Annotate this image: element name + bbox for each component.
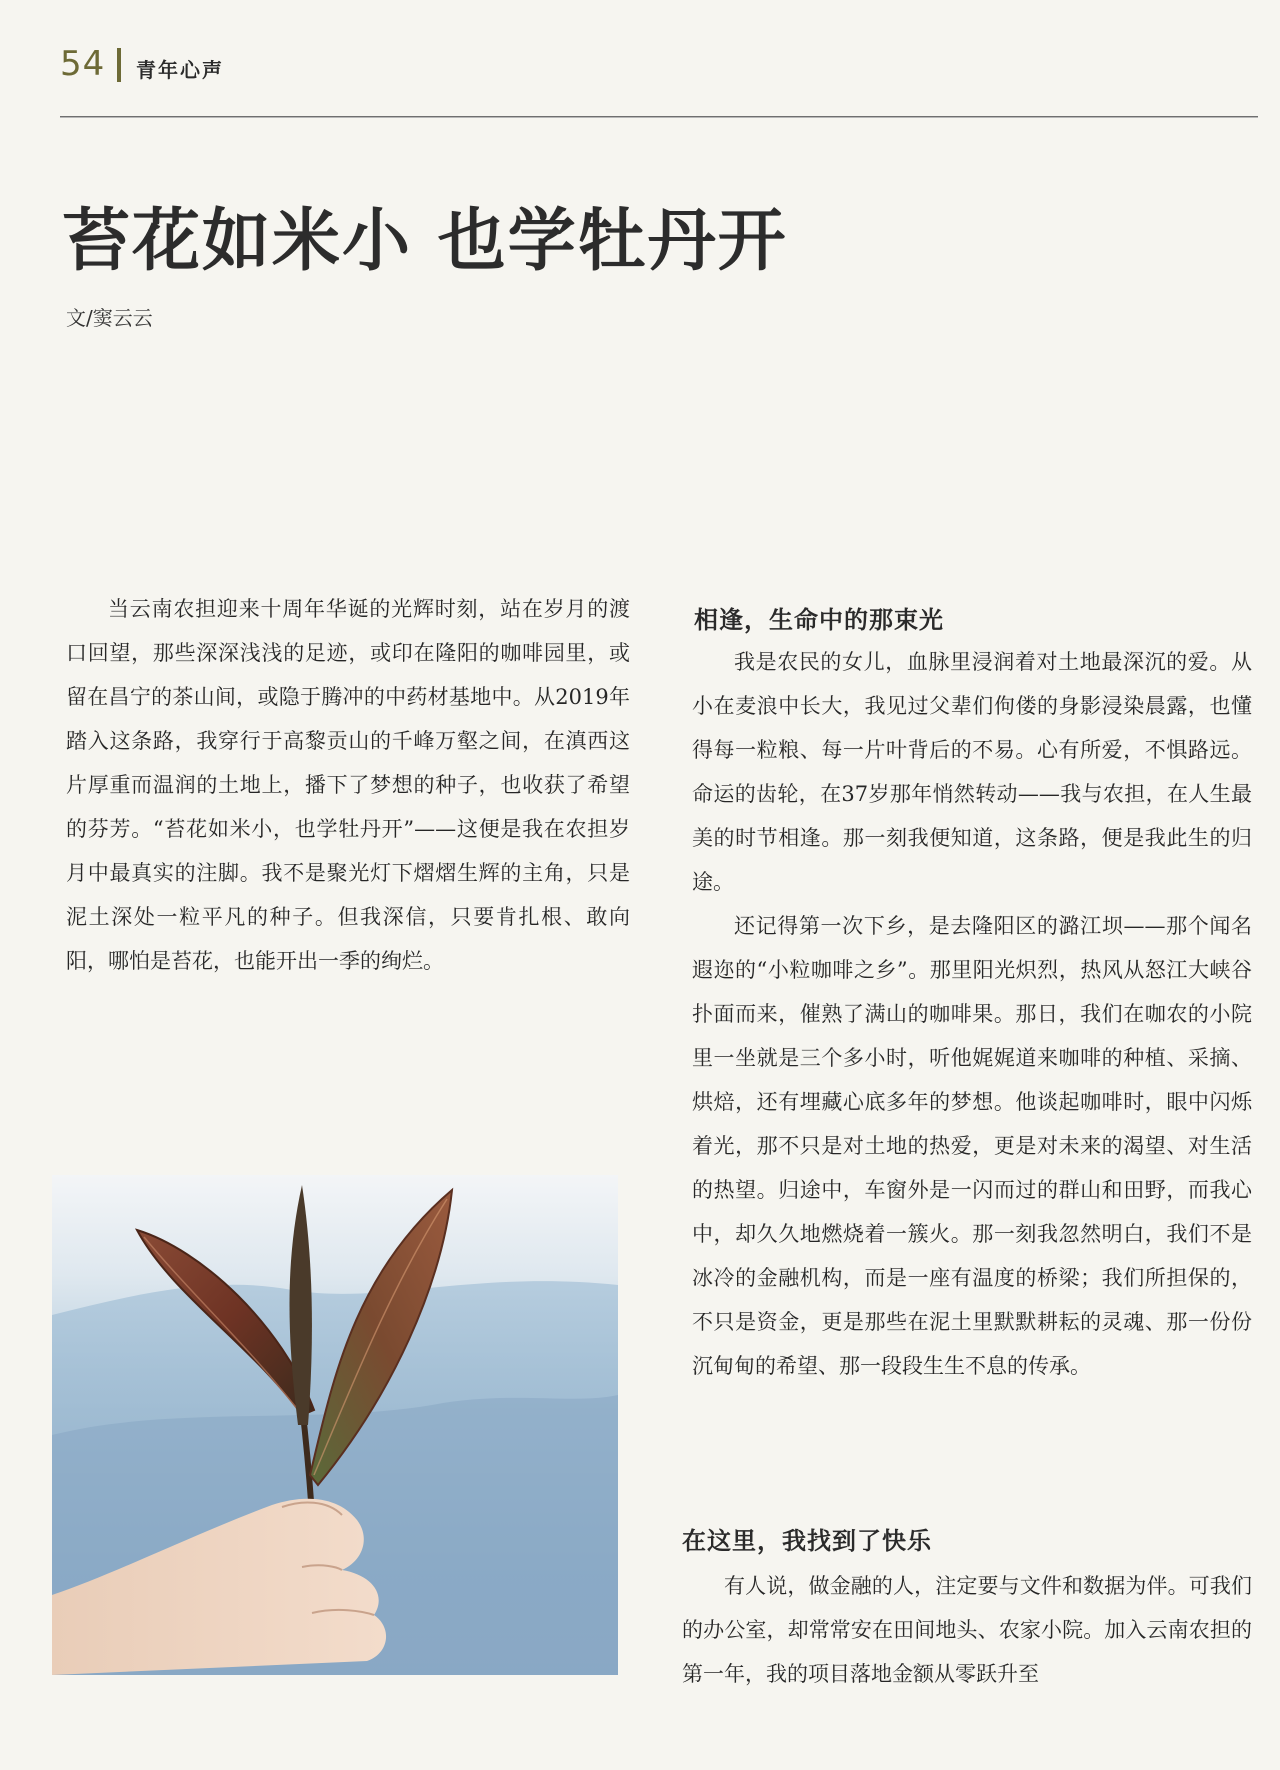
tea-sprout-photo [52,1175,618,1675]
byline: 文/窦云云 [66,306,153,330]
section-2-body [682,1564,1252,1696]
section-heading-1: 相逢，生命中的那束光 [694,606,944,634]
header-rule [60,116,1258,117]
intro-paragraph: 当云南农担迎来十周年华诞的光辉时刻，站在岁月的渡口回望，那些深深浅浅的足迹，或印在隆阳的咖啡园里，或留在昌宁的茶山间，或隐于腾冲的中药材基地中。从2019年踏入这条路，我穿行于高黎贡山的千峰万壑之间，在滇西这片厚重而温润的土地上，播下了梦想的种子，也收获了希望的芬芳。“苔花如米小，也学牡丹开”——这便是我在农担岁月中最真实的注脚。我不是聚光灯下熠熠生辉的主角，只是泥土深处一粒平凡的种子。但我深信，只要肯扎根、敢向阳，哪怕是苔花，也能开出一季的绚烂。 [66,597,630,973]
article-title: 苔花如米小 也学牡丹开 [62,202,788,281]
section-1-paragraph-1: 我是农民的女儿，血脉里浸润着对土地最深沉的爱。从小在麦浪中长大，我见过父辈们佝偻的身影浸染晨露，也懂得每一粒粮、每一片叶背后的不易。心有所爱，不惧路远。命运的齿轮，在37岁那年悄然转动——我与农担，在人生最美的时节相逢。那一刻我便知道，这条路，便是我此生的归途。 [692,650,1252,894]
section-heading-2: 在这里，我找到了快乐 [682,1527,932,1555]
page-number: 54 [60,44,106,84]
section-1-paragraph-2: 还记得第一次下乡，是去隆阳区的潞江坝——那个闻名遐迩的“小粒咖啡之乡”。那里阳光炽烈，热风从怒江大峡谷扑面而来，催熟了满山的咖啡果。那日，我们在咖农的小院里一坐就是三个多小时，听他娓娓道来咖啡的种植、采摘、烘焙，还有埋藏心底多年的梦想。他谈起咖啡时，眼中闪烁着光，那不只是对土地的热爱，更是对未来的渴望、对生活的热望。归途中，车窗外是一闪而过的群山和田野，而我心中，却久久地燃烧着一簇火。那一刻我忽然明白，我们不是冰冷的金融机构，而是一座有温度的桥梁；我们所担保的，不只是资金，更是那些在泥土里默默耕耘的灵魂、那一份份沉甸甸的希望、那一段段生生不息的传承。 [692,914,1252,1378]
section-1-body [692,640,1252,1388]
intro-column [66,587,630,983]
section-2-paragraph-1: 有人说，做金融的人，注定要与文件和数据为伴。可我们的办公室，却常常安在田间地头、农家小院。加入云南农担的第一年，我的项目落地金额从零跃升至 [682,1574,1252,1686]
section-label: 青年心声 [136,58,224,82]
header-divider [117,48,121,82]
tea-sprout-illustration [52,1175,618,1675]
